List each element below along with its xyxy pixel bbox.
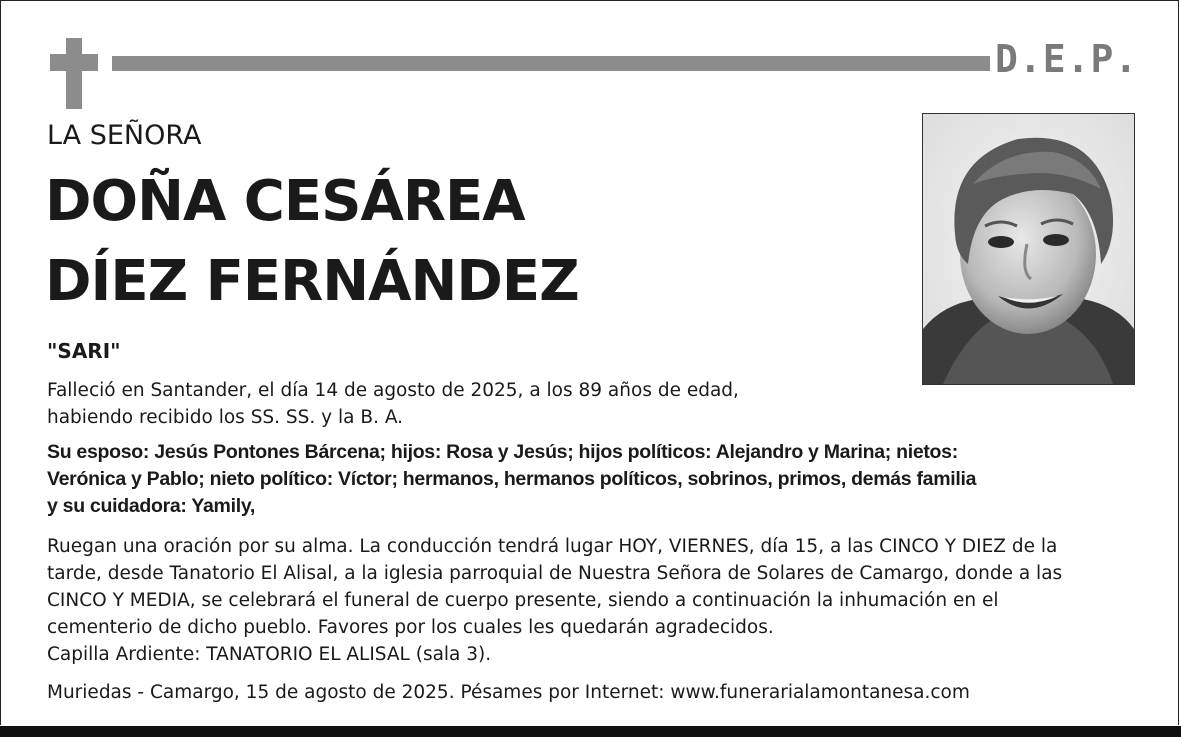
- portrait-photo: [922, 113, 1135, 385]
- cross-icon: [66, 38, 82, 109]
- family-list: [47, 439, 1157, 520]
- honorific: LA SEÑORA: [47, 120, 202, 151]
- footer-text: Muriedas - Camargo, 15 de agosto de 2025. Pésames por Internet: www.funerarialamontanesa.com: [47, 682, 970, 703]
- ceremony-line: Ruegan una oración por su alma. La conducción tendrá lugar HOY, VIERNES, día 15, a las CINCO Y DIEZ de la: [47, 536, 1058, 557]
- family-line: y su cuidadora: Yamily,: [47, 495, 256, 517]
- ceremony-line: Capilla Ardiente: TANATORIO EL ALISAL (sala 3).: [47, 644, 492, 665]
- death-notice: [47, 377, 1157, 431]
- family-line: Verónica y Pablo; nieto político: Víctor; hermanos, hermanos políticos, sobrinos, primos, demás familia: [47, 468, 977, 490]
- cross-icon-bar: [50, 54, 98, 71]
- header-rule: [112, 56, 990, 71]
- ceremony-details: [47, 533, 1157, 668]
- footer-line: [47, 679, 1157, 706]
- bottom-border: [0, 726, 1181, 737]
- portrait-image: [923, 114, 1134, 384]
- ceremony-line: CINCO Y MEDIA, se celebrará el funeral de cuerpo presente, siendo a continuación la inhumación en el: [47, 590, 999, 611]
- deceased-name-line2: DÍEZ FERNÁNDEZ: [45, 249, 579, 314]
- ceremony-line: cementerio de dicho pueblo. Favores por los cuales les quedarán agradecidos.: [47, 617, 774, 638]
- death-notice-line: Falleció en Santander, el día 14 de agosto de 2025, a los 89 años de edad,: [47, 380, 739, 401]
- dep-label: D.E.P.: [995, 37, 1139, 81]
- ceremony-line: tarde, desde Tanatorio El Alisal, a la iglesia parroquial de Nuestra Señora de Solares de Camargo, donde a las: [47, 563, 1063, 584]
- deceased-name-line1: DOÑA CESÁREA: [45, 169, 525, 234]
- family-line: Su esposo: Jesús Pontones Bárcena; hijos: Rosa y Jesús; hijos políticos: Alejandro y Marina; nietos:: [47, 441, 958, 463]
- nickname: "SARI": [47, 339, 121, 363]
- death-notice-line: habiendo recibido los SS. SS. y la B. A.: [47, 407, 404, 428]
